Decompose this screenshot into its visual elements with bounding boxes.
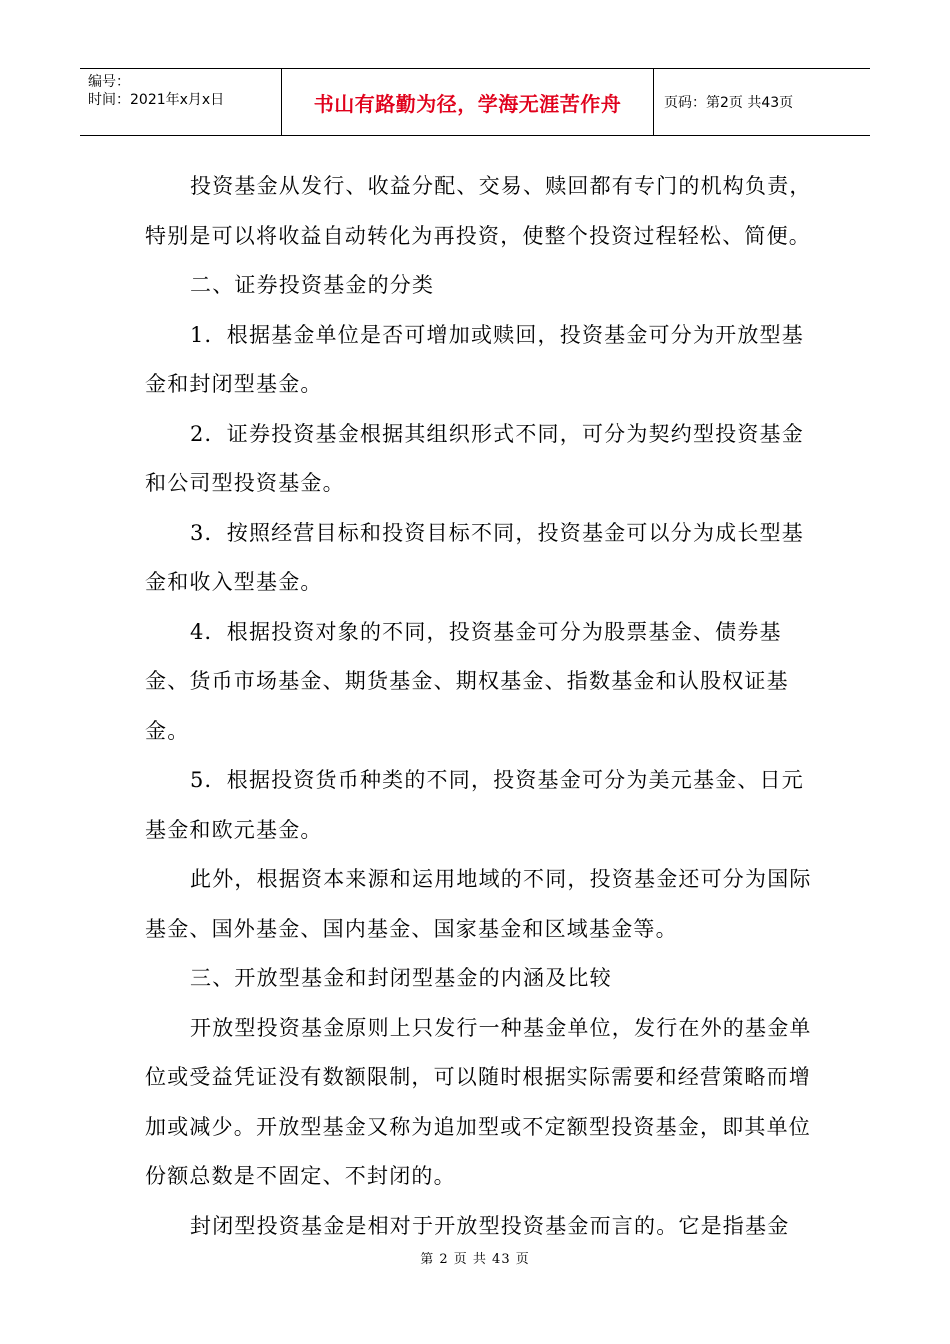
section-heading: 二、证券投资基金的分类 — [190, 273, 435, 297]
paragraph: 投资基金从发行、收益分配、交易、赎回都有专门的机构负责，特别是可以将收益自动转化为再投资，使整个投资过程轻松、简便。 — [145, 174, 812, 248]
header-meta — [80, 69, 282, 135]
section-heading: 三、开放型基金和封闭型基金的内涵及比较 — [190, 966, 612, 990]
document-number: 编号： — [88, 74, 130, 90]
paragraph: 封闭型投资基金是相对于开放型投资基金而言的。它是指基金 — [190, 1213, 790, 1238]
paragraph: 此外，根据资本来源和运用地域的不同，投资基金还可分为国际基金、国外基金、国内基金、国家基金和区域基金等。 — [145, 867, 812, 941]
list-item: 2．证券投资基金根据其组织形式不同，可分为契约型投资基金和公司型投资基金。 — [145, 421, 804, 495]
page-header — [80, 68, 870, 136]
header-motto: 书山有路勤为径，学海无涯苦作舟 — [282, 69, 654, 135]
document-body — [145, 162, 825, 1251]
list-item: 4．根据投资对象的不同，投资基金可分为股票基金、债券基金、货币市场基金、期货基金、期权基金、指数基金和认股权证基金。 — [145, 619, 789, 743]
list-item: 1．根据基金单位是否可增加或赎回，投资基金可分为开放型基金和封闭型基金。 — [145, 322, 804, 396]
list-item: 3．按照经营目标和投资目标不同，投资基金可以分为成长型基金和收入型基金。 — [145, 520, 804, 594]
paragraph: 开放型投资基金原则上只发行一种基金单位，发行在外的基金单位或受益凭证没有数额限制，可以随时根据实际需要和经营策略而增加或减少。开放型基金又称为追加型或不定额型投资基金，即其单位份额总数是不固定、不封闭的。 — [145, 1015, 812, 1188]
document-date: 时间：2021年x月x日 — [88, 92, 225, 108]
page-footer: 第 2 页 共 43 页 — [420, 1252, 530, 1267]
list-item: 5．根据投资货币种类的不同，投资基金可分为美元基金、日元基金和欧元基金。 — [145, 768, 804, 842]
header-page-info: 页码：第2页 共43页 — [664, 95, 794, 111]
